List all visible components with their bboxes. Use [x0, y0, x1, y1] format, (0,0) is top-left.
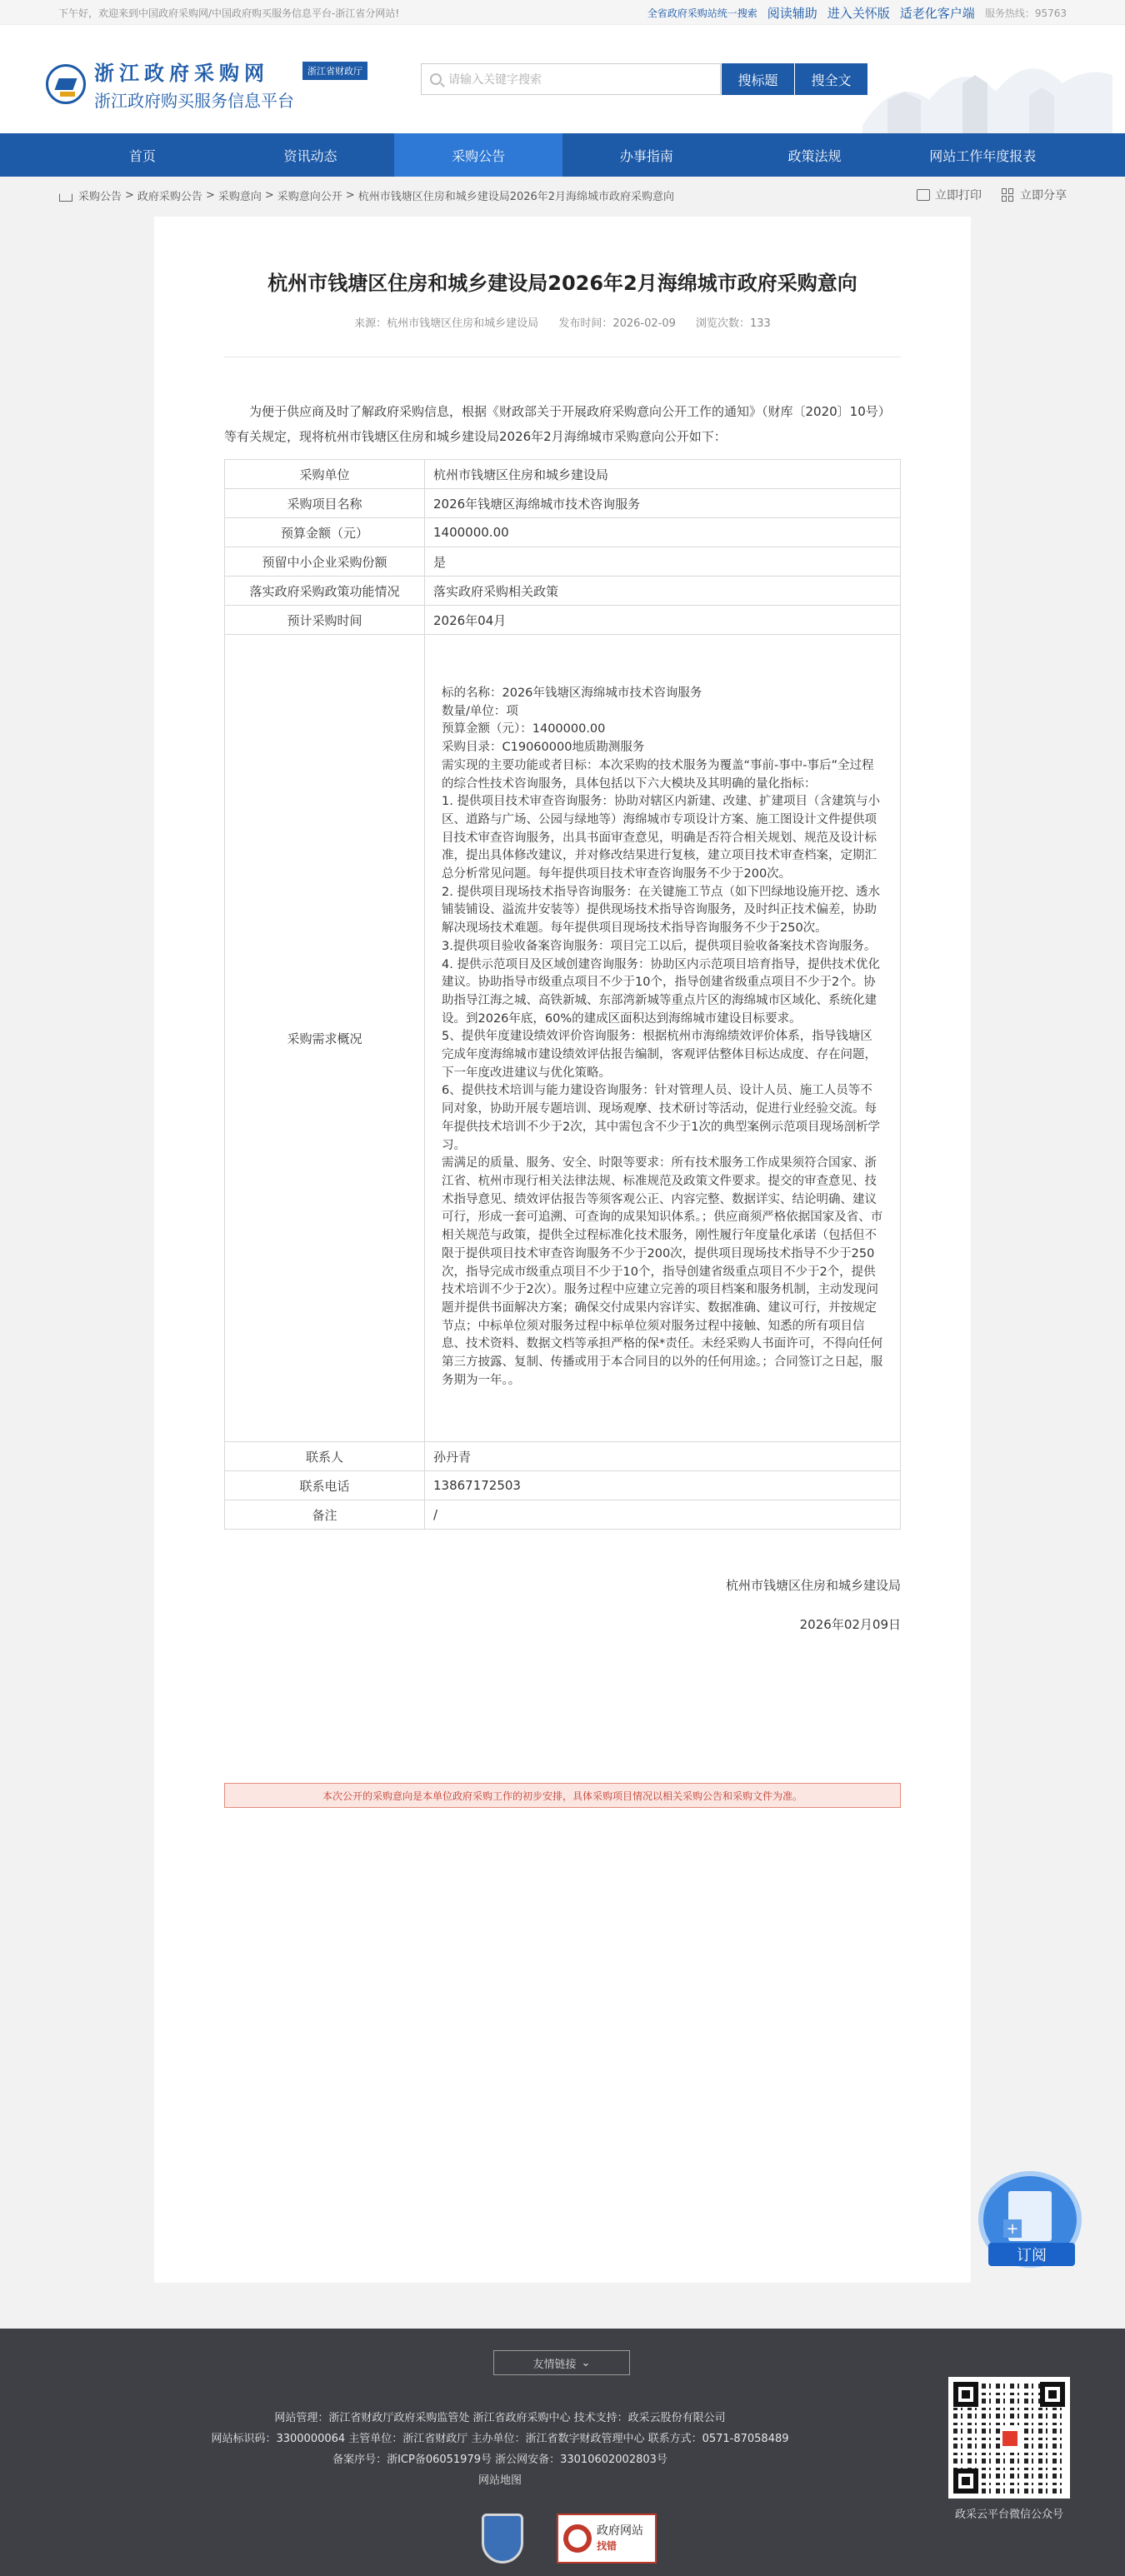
logo-subtitle: 浙江政府购买服务信息平台: [94, 91, 294, 111]
table-key: 采购项目名称: [225, 489, 425, 518]
breadcrumb-current: 杭州市钱塘区住房和城乡建设局2026年2月海绵城市政府采购意向: [358, 190, 675, 203]
article-intro: 为便于供应商及时了解政府采购信息，根据《财政部关于开展政府采购意向公开工作的通知》（财库〔2020〕10号）等有关规定，现将杭州市钱塘区住房和城乡建设局2026年2月海绵城市采购意向公开如下：: [224, 404, 891, 444]
main-nav: [0, 133, 1125, 177]
article-source: 来源：杭州市钱塘区住房和城乡建设局: [354, 317, 539, 330]
elder-client-link[interactable]: 适老化客户端: [899, 5, 975, 21]
signature: 杭州市钱塘区住房和城乡建设局: [725, 1578, 901, 1594]
breadcrumb-item[interactable]: 采购意向公开: [277, 190, 342, 203]
home-icon: [58, 189, 72, 201]
print-label: 立即打印: [935, 189, 982, 202]
footer-line: 网站管理：浙江省财政厅政府采购监管处 浙江省政府采购中心 技术支持：政采云股份有限公司: [274, 2412, 726, 2424]
qr-logo-icon: [1000, 2429, 1020, 2449]
footer-line[interactable]: 备案序号：浙ICP备06051979号 浙公网安备：33010602002803号: [332, 2454, 668, 2466]
table-row: [225, 635, 901, 1442]
share-label: 立即分享: [1020, 189, 1067, 202]
breadcrumb-item[interactable]: 采购公告: [78, 190, 122, 203]
subscribe-doc-icon: [1008, 2191, 1052, 2241]
site-footer: [0, 2329, 1125, 2576]
badge-title: 政府网站: [597, 2524, 643, 2538]
site-search: [421, 63, 868, 95]
footer-badges: [482, 2514, 657, 2564]
table-row: [225, 460, 901, 489]
table-key: 预算金额（元）: [225, 518, 425, 547]
table-key: 备注: [225, 1500, 425, 1530]
qr-finder-icon: [1040, 2382, 1065, 2407]
breadcrumb-item[interactable]: 政府采购公告: [137, 190, 202, 203]
subscribe-label: 订阅: [988, 2243, 1075, 2266]
table-key: 采购需求概况: [225, 635, 425, 1442]
qr-label: 政采云平台微信公众号: [954, 2509, 1063, 2521]
badge-sub: 找错: [597, 2540, 618, 2552]
friend-links-dropdown[interactable]: [493, 2350, 630, 2375]
logo-badge: 浙江省财政厅: [302, 62, 368, 80]
table-value: 1400000.00: [425, 518, 901, 547]
table-value: 孙丹青: [425, 1442, 901, 1471]
footer-info: [0, 2408, 1000, 2491]
breadcrumb: 采购公告 > 政府采购公告 > 采购意向 > 采购意向公开 > 杭州市钱塘区住房和城乡建设局2026年2月海绵城市政府采购意向 立即打印 立即分享: [58, 177, 1067, 213]
table-key: 联系人: [225, 1442, 425, 1471]
search-input[interactable]: [421, 63, 721, 95]
table-value: 2026年钱塘区海绵城市技术咨询服务: [425, 489, 901, 518]
table-key: 预计采购时间: [225, 606, 425, 635]
search-title-button[interactable]: 搜标题: [721, 63, 794, 95]
table-row: [225, 1471, 901, 1500]
table-value: /: [425, 1500, 901, 1530]
table-value: 是: [425, 547, 901, 577]
share-icon: [1002, 188, 1015, 202]
article-publish-time: 发布时间：2026-02-09: [558, 317, 676, 330]
search-placeholder: 请输入关键字搜索: [448, 73, 542, 87]
article-card: [154, 217, 971, 2283]
article-title: 杭州市钱塘区住房和城乡建设局2026年2月海绵城市政府采购意向: [268, 272, 858, 295]
table-row: [225, 489, 901, 518]
breadcrumb-item[interactable]: 采购意向: [218, 190, 262, 203]
share-button[interactable]: [1002, 187, 1067, 203]
search-fulltext-button[interactable]: 搜全文: [794, 63, 868, 95]
table-key: 联系电话: [225, 1471, 425, 1500]
search-icon: [430, 73, 442, 85]
site-header: [0, 25, 1125, 133]
welcome-text: 下午好，欢迎来到中国政府采购网/中国政府购买服务信息平台-浙江省分网站!: [58, 7, 400, 19]
care-version-link[interactable]: 进入关怀版: [827, 5, 890, 21]
article-views: 浏览次数：133: [696, 317, 771, 330]
nav-item-announcements[interactable]: 采购公告: [394, 133, 562, 177]
table-row: [225, 1500, 901, 1530]
table-value: 2026年04月: [425, 606, 901, 635]
table-row: [225, 547, 901, 577]
province-search-link[interactable]: 全省政府采购站统一搜索: [647, 7, 758, 19]
chevron-down-icon: ⌄: [581, 2356, 591, 2369]
intent-table: [224, 459, 901, 1530]
sitemap-link[interactable]: 网站地图: [478, 2474, 522, 2487]
subscribe-button[interactable]: [983, 2176, 1080, 2269]
table-row: [225, 1442, 901, 1471]
nav-item-annual-report[interactable]: 网站工作年度报表: [929, 147, 1037, 164]
nav-item-guide[interactable]: 办事指南: [619, 147, 673, 164]
disclaimer-notice: 本次公开的采购意向是本单位政府采购工作的初步安排，具体采购项目情况以相关采购公告和采购文件为准。: [224, 1783, 901, 1808]
table-value-requirements: [425, 635, 901, 1442]
nav-item-policy[interactable]: 政策法规: [788, 147, 842, 164]
table-key: 采购单位: [225, 460, 425, 489]
signature-date: 2026年02月09日: [799, 1617, 901, 1633]
nav-item-home[interactable]: 首页: [128, 147, 156, 164]
gov-site-error-report-button[interactable]: [557, 2514, 657, 2564]
print-button[interactable]: [917, 187, 982, 203]
table-value: 13867172503: [425, 1471, 901, 1500]
site-logo[interactable]: [46, 57, 368, 112]
qr-finder-icon: [953, 2382, 978, 2407]
magnifier-icon: [563, 2524, 592, 2553]
qr-finder-icon: [953, 2469, 978, 2494]
footer-line: 网站标识码：3300000064 主管单位：浙江省财政厅 主办单位：浙江省数字财政管理中心 联系方式：0571-87058489: [211, 2433, 789, 2445]
accessibility-link[interactable]: 阅读辅助: [767, 5, 818, 21]
table-value: 杭州市钱塘区住房和城乡建设局: [425, 460, 901, 489]
gov-site-identity-icon[interactable]: [482, 2514, 523, 2564]
requirements-text: 标的名称：2026年钱塘区海绵城市技术咨询服务 数量/单位：项 预算金额（元）：1400000.00 采购目录：C19060000地质勘测服务 需实现的主要功能或者目标：本次采购的技术服务为覆盖“事前-事中-事后”全过程的综合性技术咨询服务，具体包括以下六大模块及其明确的量化指标： 1. 提供项目技术审查咨询服务：协助对辖区内新建、改建、扩建项目（含建筑与小区、道路与广场、公园与绿地等）海绵城市专项设计方案、施工图设计文件提供项目技术审查咨询服务，出具书面审查意见，明确是否符合相关规划、规范及设计标准，提出具体修改建议，并对修改结果进行复核，建立项目技术审查档案，定期汇总分析常见问题。每年提供项目技术审查咨询服务不少于200次。 2. 提供项目现场技术指导咨询服务：在关键施工节点（如下凹绿地设施开挖、透水铺装铺设、溢流井安装等）提供现场技术指导咨询服务，及时纠正技术偏差，协助解决现场技术难题。每年提供项目现场技术指导咨询服务不少于250次。 3.提供项目验收备案咨询服务：项目完工以后，提供项目验收备案技术咨询服务。 4. 提供示范项目及区域创建咨询服务：协助区内示范项目培育指导，提供技术优化建议。协助指导市级重点项目不少于10个，指导创建省级重点项目不少于2个。协助指导江海之城、高铁新城、东部湾新城等重点片区的海绵城市区域化、系统化建设。到2026年底，60%的建成区面积达到海绵城市建设目标要求。 5、提供年度建设绩效评价咨询服务：根据杭州市海绵绩效评价体系，指导钱塘区完成年度海绵城市建设绩效评估报告编制，客观评估整体目标达成度、存在问题，下一年度改进建议与优化策略。 6、提供技术培训与能力建设咨询服务：针对管理人员、设计人员、施工人员等不同对象，协助开展专题培训、现场观摩、技术研讨等活动，促进行业经验交流。每年提供技术培训不少于2次，其中需包含不少于1次的典型案例示范项目现场剖析学习。 需满足的质量、服务、安全、时限等要求：所有技术服务工作成果须符合国家、浙江省、杭州市现行相关法律法规、标准规范及政策文件要求。提交的审查意见、技术指导意见、绩效评估报告等须客观公正、内容完整、数据详实、结论明确、建议可行，形成一套可追溯、可查询的成果知识体系。；供应商须严格依据国家及省、市相关规范与政策，提供全过程标准化技术服务，刚性履行年度量化承诺（包括但不限于提供项目技术审查咨询服务不少于200次，提供项目现场技术指导不少于250次，指导完成市级重点项目不少于10个，指导创建省级重点项目不少于2个，提供技术培训不少于2次）。服务过程中应建立完善的项目档案和服务机制，主动发现问题并提供书面解决方案；确保交付成果内容详实、数据准确、建议可行，并按规定节点；中标单位须对服务过程中标单位须对服务过程中接触、知悉的所有项目信息、技术资料、数据文档等承担严格的保*责任。未经采购人书面许可，不得向任何第三方披露、复制、传播或用于本合同目的以外的任何用途。；合同签订之日起，服务期为一年。。: [442, 686, 883, 1387]
table-row: [225, 606, 901, 635]
article-meta: [224, 314, 901, 357]
top-bar: [0, 0, 1125, 25]
print-icon: [917, 189, 930, 201]
hotline-text: 服务热线：95763: [984, 7, 1067, 19]
friend-links-label: 友情链接: [532, 2358, 577, 2371]
header-scenery-image: [862, 25, 1112, 133]
nav-item-news[interactable]: 资讯动态: [283, 147, 338, 164]
logo-emblem-icon: [46, 64, 86, 104]
table-key: 落实政府采购政策功能情况: [225, 577, 425, 606]
table-key: 预留中小企业采购份额: [225, 547, 425, 577]
table-value: 落实政府采购相关政策: [425, 577, 901, 606]
table-row: [225, 518, 901, 547]
wechat-qr-code: [948, 2377, 1070, 2499]
logo-title: 浙江政府采购网: [94, 62, 269, 85]
table-row: [225, 577, 901, 606]
